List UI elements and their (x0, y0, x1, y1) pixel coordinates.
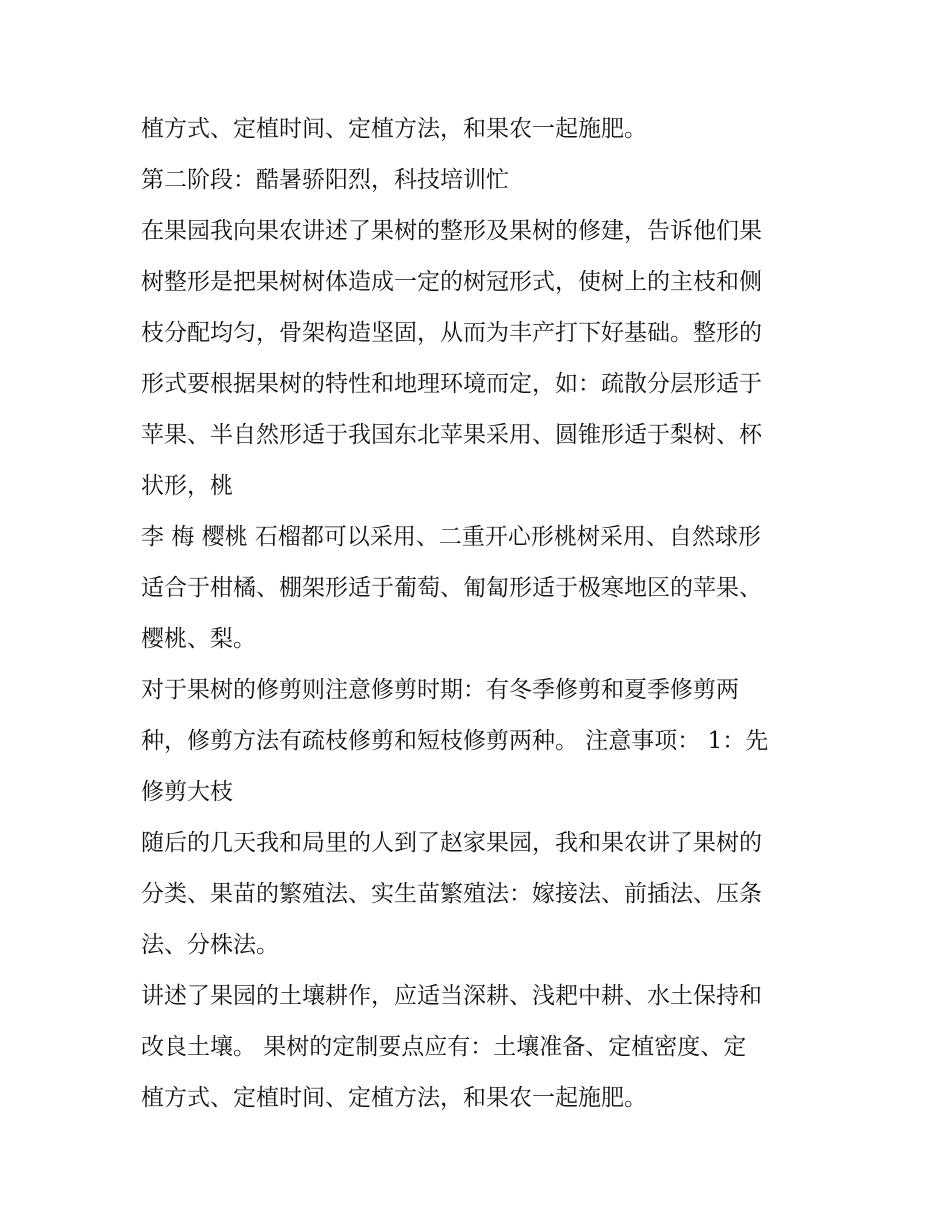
text-line: 樱桃、梨。 (141, 626, 256, 652)
text-line: 树整形是把果树树体造成一定的树冠形式，使树上的主枝和侧 (141, 269, 762, 295)
text-line: 法、分株法。 (141, 932, 279, 958)
text-line: 讲述了果园的土壤耕作，应适当深耕、浅耙中耕、水土保持和 (141, 983, 762, 1009)
text-line: 改良土壤。 果树的定制要点应有：土壤准备、定植密度、定 (141, 1034, 747, 1060)
text-line: 植方式、定植时间、定植方法，和果农一起施肥。 (141, 116, 647, 142)
text-line: 种，修剪方法有疏枝修剪和短枝修剪两种。 注意事项： 1：先 (141, 728, 769, 754)
text-line: 李 梅 樱桃 石榴都可以采用、二重开心形桃树采用、自然球形 (141, 524, 761, 550)
text-line: 随后的几天我和局里的人到了赵家果园，我和果农讲了果树的 (141, 830, 762, 856)
text-line: 分类、果苗的繁殖法、实生苗繁殖法：嫁接法、前插法、压条 (141, 881, 762, 907)
text-line: 适合于柑橘、棚架形适于葡萄、匍匐形适于极寒地区的苹果、 (141, 575, 762, 601)
text-line: 枝分配均匀，骨架构造坚固，从而为丰产打下好基础。整形的 (141, 320, 762, 346)
text-line: 对于果树的修剪则注意修剪时期：有冬季修剪和夏季修剪两 (141, 677, 739, 703)
text-line: 形式要根据果树的特性和地理环境而定，如：疏散分层形适于 (141, 371, 762, 397)
text-line: 修剪大枝 (141, 779, 233, 805)
section-heading: 第二阶段：酷暑骄阳烈，科技培训忙 (141, 167, 509, 193)
document-body (141, 104, 821, 1124)
text-line: 植方式、定植时间、定植方法，和果农一起施肥。 (141, 1085, 647, 1111)
text-line: 在果园我向果农讲述了果树的整形及果树的修建，告诉他们果 (141, 218, 762, 244)
text-line: 苹果、半自然形适于我国东北苹果采用、圆锥形适于梨树、杯 (141, 422, 762, 448)
text-line: 状形，桃 (141, 473, 233, 499)
